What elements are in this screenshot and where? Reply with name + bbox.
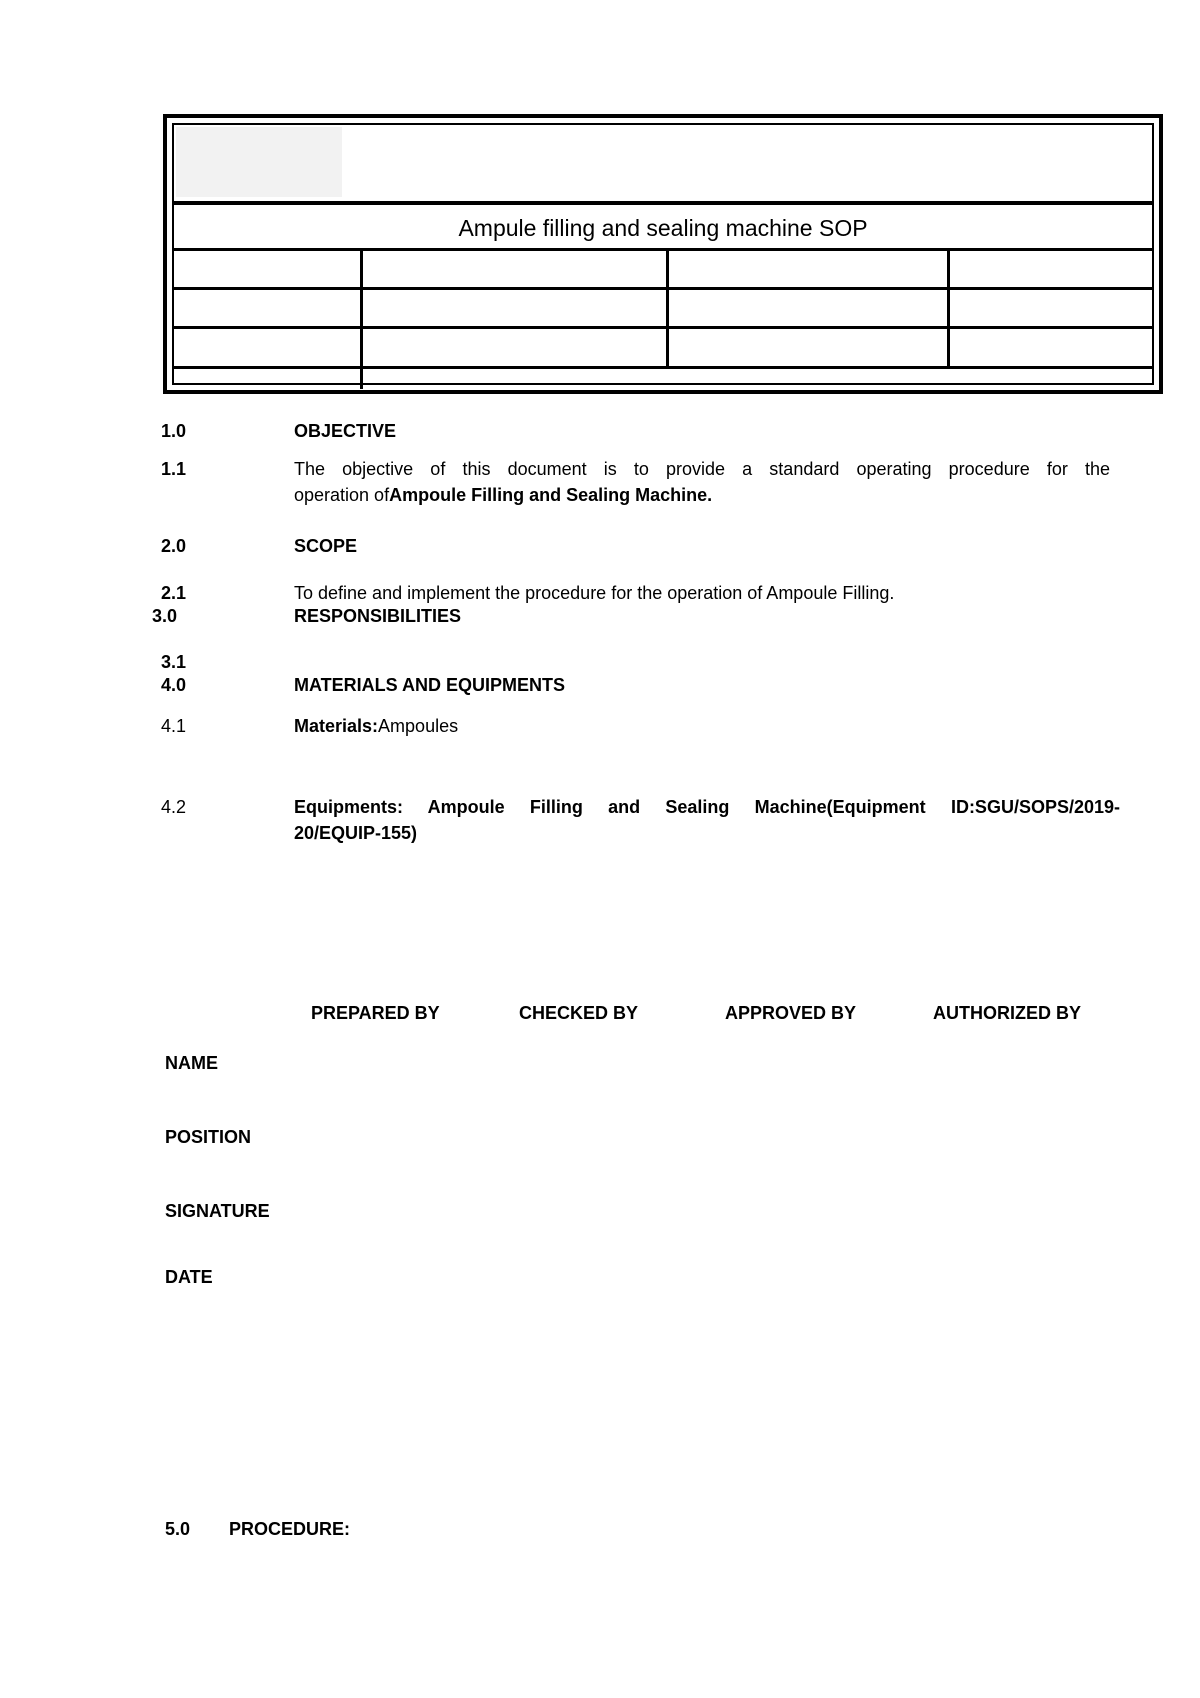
column-header-approved-by: APPROVED BY	[725, 1003, 857, 1023]
materials-value: Ampoules	[378, 716, 459, 736]
section-number: 2.1	[161, 583, 187, 603]
equipments-paragraph	[294, 794, 1120, 846]
column-header-checked-by: CHECKED BY	[519, 1003, 639, 1023]
paragraph-line: 20/EQUIP-155)	[294, 823, 418, 843]
objective-paragraph	[294, 456, 1110, 508]
table-column-line	[947, 248, 950, 369]
section-number: 4.0	[161, 675, 187, 695]
document-title: Ampule filling and sealing machine SOP	[458, 214, 868, 241]
section-number: 1.0	[161, 421, 187, 441]
section-title: RESPONSIBILITIES	[294, 606, 462, 626]
section-title: PROCEDURE:	[229, 1519, 351, 1539]
table-row-line	[174, 366, 1152, 369]
table-row-line	[174, 248, 1152, 251]
section-title: MATERIALS AND EQUIPMENTS	[294, 675, 566, 695]
header-inner-frame	[172, 123, 1154, 385]
section-number: 4.1	[161, 716, 187, 736]
paragraph-text: operation of	[294, 485, 390, 505]
table-column-line	[666, 248, 669, 369]
section-number: 3.0	[152, 606, 178, 626]
section-number: 5.0	[165, 1519, 191, 1539]
scope-text: To define and implement the procedure for the operation of Ampoule Filling.	[294, 583, 895, 603]
section-title: SCOPE	[294, 536, 358, 556]
section-number: 3.1	[161, 652, 187, 672]
column-header-prepared-by: PREPARED BY	[311, 1003, 440, 1023]
paragraph-line	[294, 482, 1110, 508]
row-label-name: NAME	[165, 1053, 218, 1073]
row-label-date: DATE	[165, 1267, 213, 1287]
section-number: 1.1	[161, 459, 187, 479]
column-header-authorized-by: AUTHORIZED BY	[933, 1003, 1081, 1023]
section-number: 4.2	[161, 797, 187, 817]
paragraph-line: Equipments: Ampoule Filling and Sealing Machine(Equipment ID:SGU/SOPS/2019-	[294, 797, 1120, 817]
section-title: OBJECTIVE	[294, 421, 397, 441]
header-divider	[174, 201, 1152, 205]
table-row-line	[174, 287, 1152, 290]
logo-placeholder	[176, 127, 342, 197]
table-row-line	[174, 326, 1152, 329]
machine-name: Ampoule Filling and Sealing Machine.	[389, 485, 713, 505]
materials-label: Materials:	[294, 716, 379, 736]
document-header-table	[163, 114, 1163, 394]
table-column-line	[360, 248, 363, 389]
materials-line	[294, 713, 458, 739]
row-label-signature: SIGNATURE	[165, 1201, 270, 1221]
paragraph-line: The objective of this document is to provide a standard operating procedure for the	[294, 459, 1110, 479]
section-number: 2.0	[161, 536, 187, 556]
row-label-position: POSITION	[165, 1127, 252, 1147]
